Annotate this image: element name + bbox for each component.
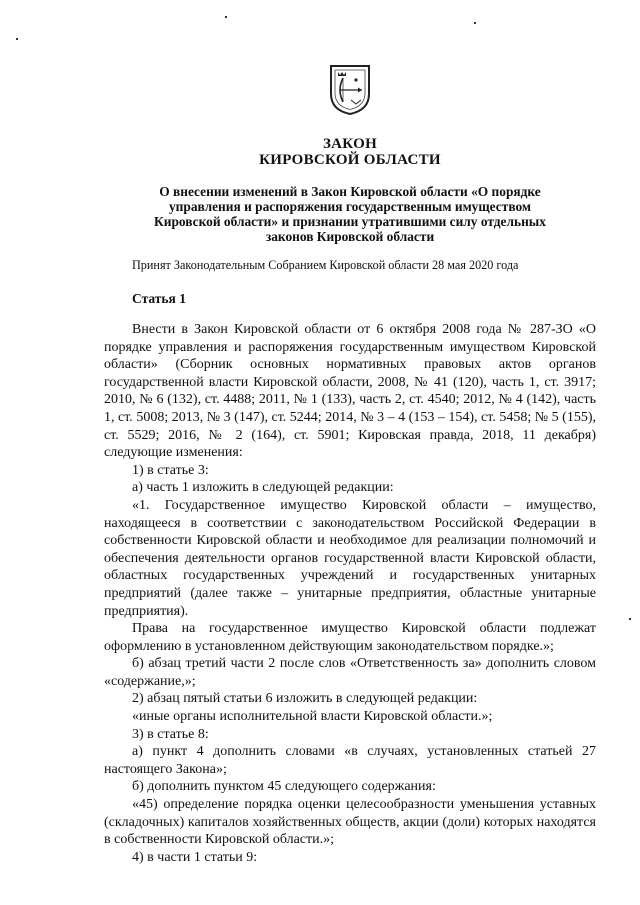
article-heading: Статья 1 bbox=[132, 291, 186, 306]
article-body bbox=[104, 321, 596, 866]
paragraph: «иные органы исполнительной власти Кировской области.»; bbox=[132, 709, 493, 725]
law-title: ЗАКОН bbox=[322, 136, 378, 152]
scan-speck bbox=[225, 16, 227, 18]
paragraph: Внести в Закон Кировской области от 6 октября 2008 года № 287-ЗО «О порядке управления и распоряжения государственным имуществом Кировской области» (Сборник основных нормативных правовых актов органов государственной власти Кировской области, 2008, № 41 (120), часть 1, ст. 3917; 2010, № 6 (132), ст. 4488; 2011, № 1 (133), часть 2, ст. 4540; 2012, № 4 (142), часть 1, ст. 5008; 2013, № 3 (147), ст. 5244; 2014, № 3 – 4 (153 – 154), ст. 5458; № 5 (155), ст. 5529; 2016, № 2 (164), ст. 5901; Кировская правда, 2018, 11 декабря) следующие изменения: bbox=[104, 322, 596, 461]
paragraph: Права на государственное имущество Кировской области подлежат оформлению в установленном действующим законодательством порядке.»; bbox=[104, 621, 596, 654]
paragraph: 4) в части 1 статьи 9: bbox=[132, 849, 258, 865]
paragraph: «1. Государственное имущество Кировской области – имущество, находящееся в соответствии с законодательством Российской Федерации в собственности Кировской области и необходимое для реализации полномочий и обеспечения деятельности органов государственной власти Кировской области, областных государственных учреждений и государственных унитарных предприятий (далее также – унитарные предприятия, областные унитарные предприятия). bbox=[104, 497, 596, 619]
paragraph: 1) в статье 3: bbox=[132, 462, 209, 478]
scan-speck bbox=[16, 38, 18, 40]
paragraph: а) часть 1 изложить в следующей редакции: bbox=[132, 480, 394, 496]
scan-speck bbox=[629, 618, 631, 620]
adopted-line: Принят Законодательным Собранием Кировской области 28 мая 2020 года bbox=[132, 258, 519, 272]
paragraph: 3) в статье 8: bbox=[132, 726, 209, 742]
region-title: КИРОВСКОЙ ОБЛАСТИ bbox=[259, 152, 441, 168]
paragraph: 2) абзац пятый статьи 6 изложить в следующей редакции: bbox=[132, 691, 478, 707]
coat-of-arms-icon bbox=[329, 64, 371, 116]
paragraph: б) абзац третий части 2 после слов «Ответственность за» дополнить словом «содержание,»; bbox=[104, 656, 596, 689]
paragraph: а) пункт 4 дополнить словами «в случаях, установленных статьей 27 настоящего Закона»; bbox=[104, 744, 596, 777]
law-subtitle: О внесении изменений в Закон Кировской области «О порядке управления и распоряжения государственным имуществом Кировской области» и признании утратившими силу отдельных законов Кировской области bbox=[154, 184, 546, 244]
paragraph: «45) определение порядка оценки целесообразности уменьшения уставных (складочных) капиталов хозяйственных обществ, акции (доли) которых находятся в собственности Кировской области.»; bbox=[104, 797, 596, 848]
paragraph: б) дополнить пунктом 45 следующего содержания: bbox=[132, 779, 436, 795]
scan-speck bbox=[474, 22, 476, 24]
